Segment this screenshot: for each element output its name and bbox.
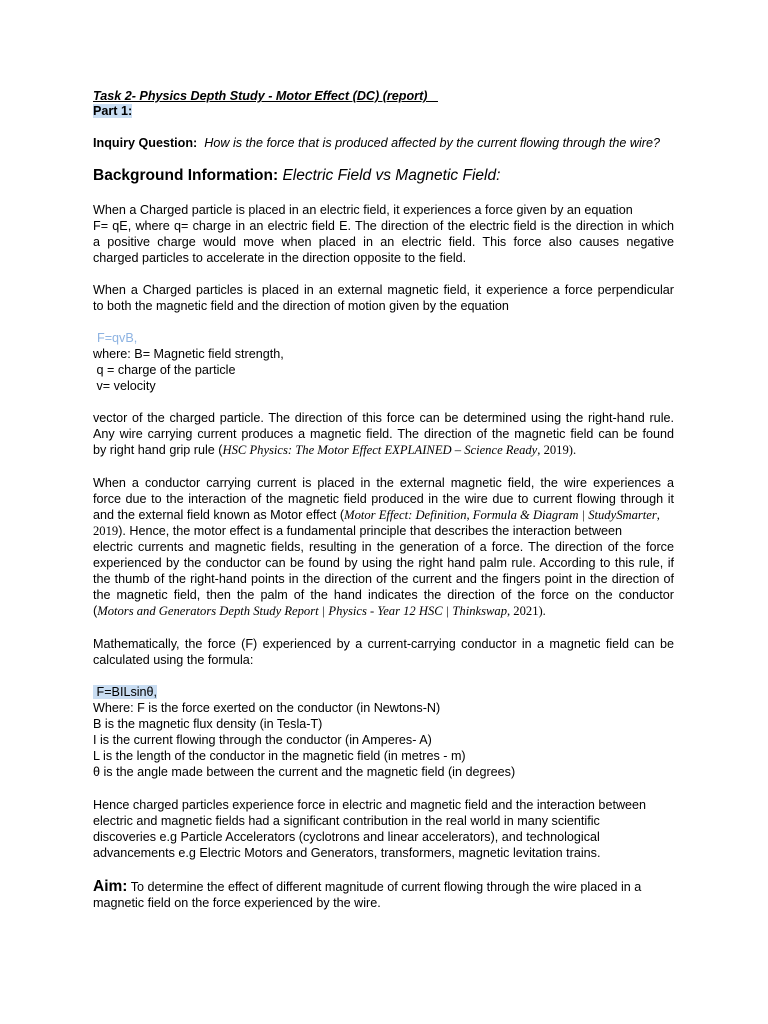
- eq1-where-1: where: B= Magnetic field strength,: [93, 347, 284, 361]
- eq2-where-4: L is the length of the conductor in the magnetic field (in metres - m): [93, 749, 466, 763]
- citation-thinkswap: Motors and Generators Depth Study Report | Physics - Year 12 HSC | Thinkswap: [97, 604, 507, 618]
- background-subtitle: Electric Field vs Magnetic Field:: [282, 167, 501, 184]
- p3-line-3-post: , 2019).: [537, 443, 577, 457]
- aim-line-1: [93, 877, 641, 897]
- p4-line-1: When a conductor carrying current is placed in the external magnetic field, the wire experiences a: [93, 476, 674, 490]
- eq1-where-2: q = charge of the particle: [93, 363, 236, 377]
- background-heading: [93, 166, 500, 186]
- eq2-where-2: B is the magnetic flux density (in Tesla-T): [93, 717, 323, 731]
- p6-line-1: Hence charged particles experience force in electric and magnetic field and the interaction between: [93, 798, 647, 812]
- p4-line-3: [93, 507, 660, 523]
- equation-motor-force: [93, 684, 157, 700]
- document-title-text: Task 2- Physics Depth Study - Motor Effect (DC) (report): [93, 89, 428, 103]
- p6-line-4: advancements e.g Electric Motors and Generators, transformers, magnetic levitation trains.: [93, 846, 601, 860]
- document-title: [93, 88, 438, 104]
- citation-science-ready: HSC Physics: The Motor Effect EXPLAINED – Science Ready: [222, 443, 538, 457]
- p3-line-3-pre: by right hand grip rule (: [93, 443, 223, 457]
- eq2-where-5: θ is the angle made between the current and the magnetic field (in degrees): [93, 765, 516, 779]
- p4-line-4-post: ). Hence, the motor effect is a fundamental principle that describes the interaction between: [118, 524, 622, 538]
- p4-line-3-post: ,: [656, 508, 660, 522]
- aim-label: Aim:: [93, 878, 128, 895]
- p1-line-4: charged particles to accelerate in the direction opposite to the field.: [93, 251, 467, 265]
- aim-text-1: To determine the effect of different magnitude of current flowing through the wire placed in a: [127, 880, 642, 894]
- p4-line-4-pre: 2019: [93, 524, 119, 538]
- p4-line-7: the thumb of the right-hand points in the direction of the current and the fingers point in the direction of: [93, 572, 674, 586]
- p6-line-2: electric and magnetic fields had a significant contribution in the real world in many scientific: [93, 814, 600, 828]
- p6-line-3: discoveries e.g Particle Accelerators (cyclotrons and linear accelerators), and technological: [93, 830, 600, 844]
- part-heading: [93, 103, 132, 119]
- p4-line-3-pre: and the external field known as Motor effect (: [93, 508, 345, 522]
- equation-lorentz: F=qvB,: [97, 331, 138, 345]
- p4-line-4: [93, 523, 622, 539]
- eq1-where-3: v= velocity: [93, 379, 156, 393]
- p5-line-2: calculated using the formula:: [93, 653, 254, 667]
- p2-line-2: to both the magnetic field and the direction of motion given by the equation: [93, 299, 509, 313]
- equation-motor-force-text: F=BILsinθ,: [93, 685, 158, 699]
- aim-line-2: magnetic field on the force experienced by the wire.: [93, 896, 381, 910]
- p4-line-2: force due to the interaction of the magnetic field produced in the wire due to current flowing through it: [93, 492, 674, 506]
- p1-line-2: F= qE, where q= charge in an electric field E. The direction of the electric field is the direction in which: [93, 219, 674, 233]
- inquiry-label: Inquiry Question:: [93, 136, 198, 150]
- eq2-where-1: Where: F is the force exerted on the conductor (in Newtons-N): [93, 701, 441, 715]
- p4-line-6: experienced by the conductor can be found by using the right hand palm rule. According to this rule, if: [93, 556, 674, 570]
- p1-line-1: When a Charged particle is placed in an electric field, it experiences a force given by an equation: [93, 203, 633, 217]
- p3-line-1: vector of the charged particle. The direction of this force can be determined using the right-hand rule.: [93, 411, 674, 425]
- background-label: Background Information:: [93, 167, 279, 184]
- inquiry-text: How is the force that is produced affected by the current flowing through the wire?: [204, 136, 660, 150]
- p2-line-1: When a Charged particles is placed in an external magnetic field, it experience a force perpendicular: [93, 283, 674, 297]
- p4-line-8: the magnetic field, then the palm of the hand indicates the direction of the force on the conductor: [93, 588, 674, 602]
- p5-line-1: Mathematically, the force (F) experienced by a current-carrying conductor in a magnetic field can be: [93, 637, 674, 651]
- p4-line-9-pre: (: [93, 604, 98, 618]
- p4-line-5: electric currents and magnetic fields, resulting in the generation of a force. The direction of the force: [93, 540, 674, 554]
- inquiry-question: [93, 135, 660, 151]
- p3-line-2: Any wire carrying current produces a magnetic field. The direction of the magnetic field can be found: [93, 427, 674, 441]
- p1-line-3: a positive charge would move when placed in an electric field. This force also causes negative: [93, 235, 674, 249]
- citation-studysmarter: Motor Effect: Definition, Formula & Diagram | StudySmarter: [344, 508, 657, 522]
- p4-line-9-post: , 2021).: [507, 604, 546, 618]
- p4-line-9: [93, 603, 546, 619]
- eq2-where-3: I is the current flowing through the conductor (in Amperes- A): [93, 733, 432, 747]
- p3-line-3: [93, 442, 576, 458]
- part-label: Part 1:: [93, 104, 133, 118]
